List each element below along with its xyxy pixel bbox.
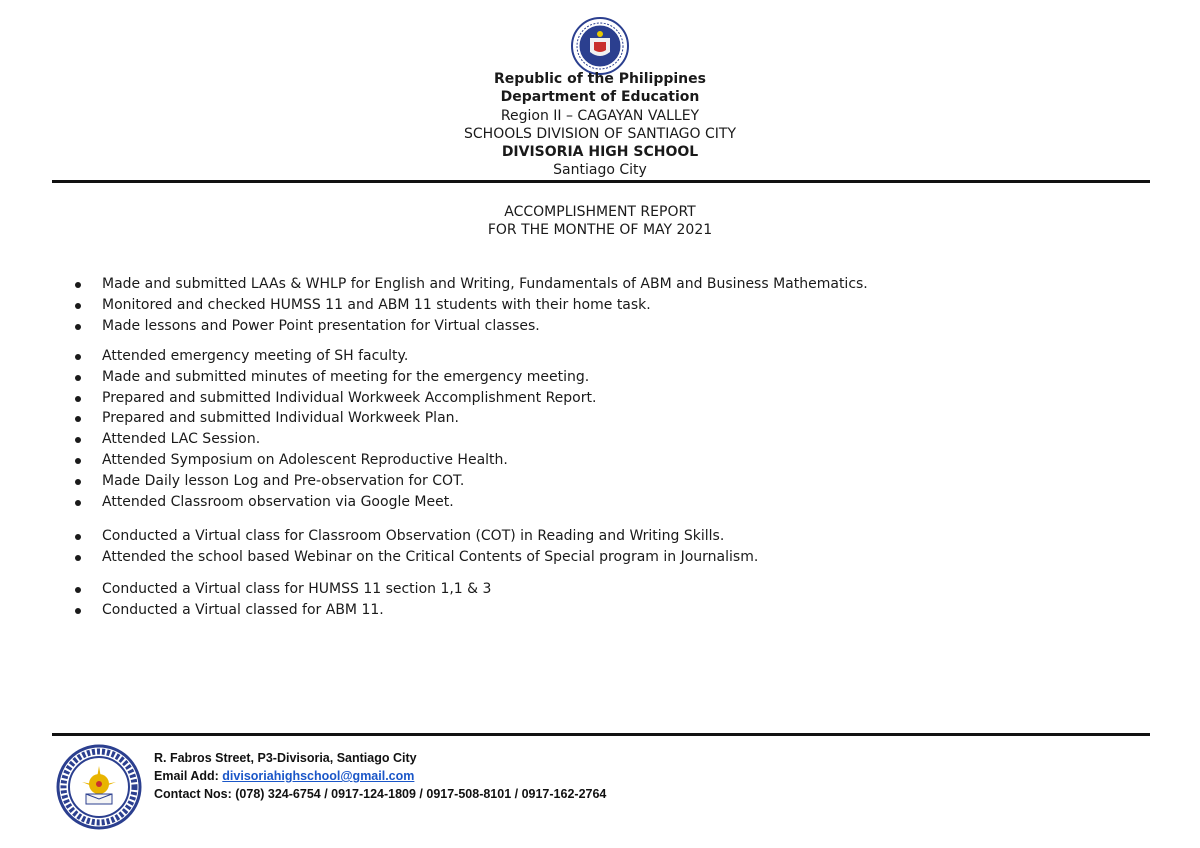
- republic-line: Republic of the Philippines: [494, 71, 706, 87]
- bullet-icon: [75, 396, 81, 402]
- bullet-icon: [75, 375, 81, 381]
- bullet-icon: [75, 303, 81, 309]
- accomplishment-list-4: [72, 579, 1132, 621]
- accomplishment-list-3: [72, 526, 1132, 568]
- bullet-icon: [75, 324, 81, 330]
- bullet-icon: [75, 282, 81, 288]
- bullet-icon: [75, 587, 81, 593]
- list-item: Made Daily lesson Log and Pre-observation for COT.: [72, 471, 1132, 492]
- school-logo-icon: [56, 744, 142, 830]
- bullet-icon: [75, 458, 81, 464]
- list-item: Made and submitted minutes of meeting for the emergency meeting.: [72, 367, 1132, 388]
- bullet-icon: [75, 534, 81, 540]
- region-line: Region II – CAGAYAN VALLEY: [500, 108, 700, 124]
- city-line: Santiago City: [553, 162, 647, 178]
- list-item: Made lessons and Power Point presentation for Virtual classes.: [72, 316, 1132, 337]
- contact-numbers: Contact Nos: (078) 324-6754 / 0917-124-1809 / 0917-508-8101 / 0917-162-2764: [154, 787, 607, 801]
- bullet-icon: [75, 500, 81, 506]
- accomplishment-list-1: [72, 274, 1132, 336]
- report-title-line2: FOR THE MONTHE OF MAY 2021: [487, 222, 713, 238]
- list-item: Attended the school based Webinar on the Critical Contents of Special program in Journalism.: [72, 547, 1132, 568]
- bullet-icon: [75, 354, 81, 360]
- list-item: Conducted a Virtual class for HUMSS 11 section 1,1 & 3: [72, 579, 1132, 600]
- department-line: Department of Education: [500, 89, 700, 105]
- email-link[interactable]: divisoriahighschool@gmail.com: [222, 769, 415, 783]
- email-line: Email Add: divisoriahighschool@gmail.com: [154, 769, 415, 783]
- list-item: Prepared and submitted Individual Workweek Plan.: [72, 408, 1132, 429]
- report-title: [0, 203, 1200, 239]
- header-divider: [52, 180, 1150, 183]
- list-item: Monitored and checked HUMSS 11 and ABM 11 students with their home task.: [72, 295, 1132, 316]
- list-item: Attended emergency meeting of SH faculty.: [72, 346, 1132, 367]
- school-name-line: DIVISORIA HIGH SCHOOL: [501, 144, 699, 160]
- bullet-icon: [75, 416, 81, 422]
- school-address: R. Fabros Street, P3-Divisoria, Santiago City: [154, 751, 417, 765]
- accomplishment-list-2: [72, 346, 1132, 512]
- list-item: Conducted a Virtual classed for ABM 11.: [72, 600, 1132, 621]
- bullet-icon: [75, 555, 81, 561]
- list-item: Attended LAC Session.: [72, 429, 1132, 450]
- bullet-icon: [75, 479, 81, 485]
- bullet-icon: [75, 608, 81, 614]
- bullet-icon: [75, 437, 81, 443]
- footer-divider: [52, 733, 1150, 736]
- list-item: Made and submitted LAAs & WHLP for English and Writing, Fundamentals of ABM and Business Mathematics.: [72, 274, 1132, 295]
- deped-seal-icon: [560, 16, 640, 76]
- list-item: Attended Symposium on Adolescent Reproductive Health.: [72, 450, 1132, 471]
- school-contact-info: [154, 749, 606, 803]
- division-line: SCHOOLS DIVISION OF SANTIAGO CITY: [464, 126, 736, 142]
- list-item: Prepared and submitted Individual Workweek Accomplishment Report.: [72, 388, 1132, 409]
- list-item: Conducted a Virtual class for Classroom Observation (COT) in Reading and Writing Skills.: [72, 526, 1132, 547]
- list-item: Attended Classroom observation via Google Meet.: [72, 492, 1132, 513]
- report-title-line1: ACCOMPLISHMENT REPORT: [504, 204, 696, 220]
